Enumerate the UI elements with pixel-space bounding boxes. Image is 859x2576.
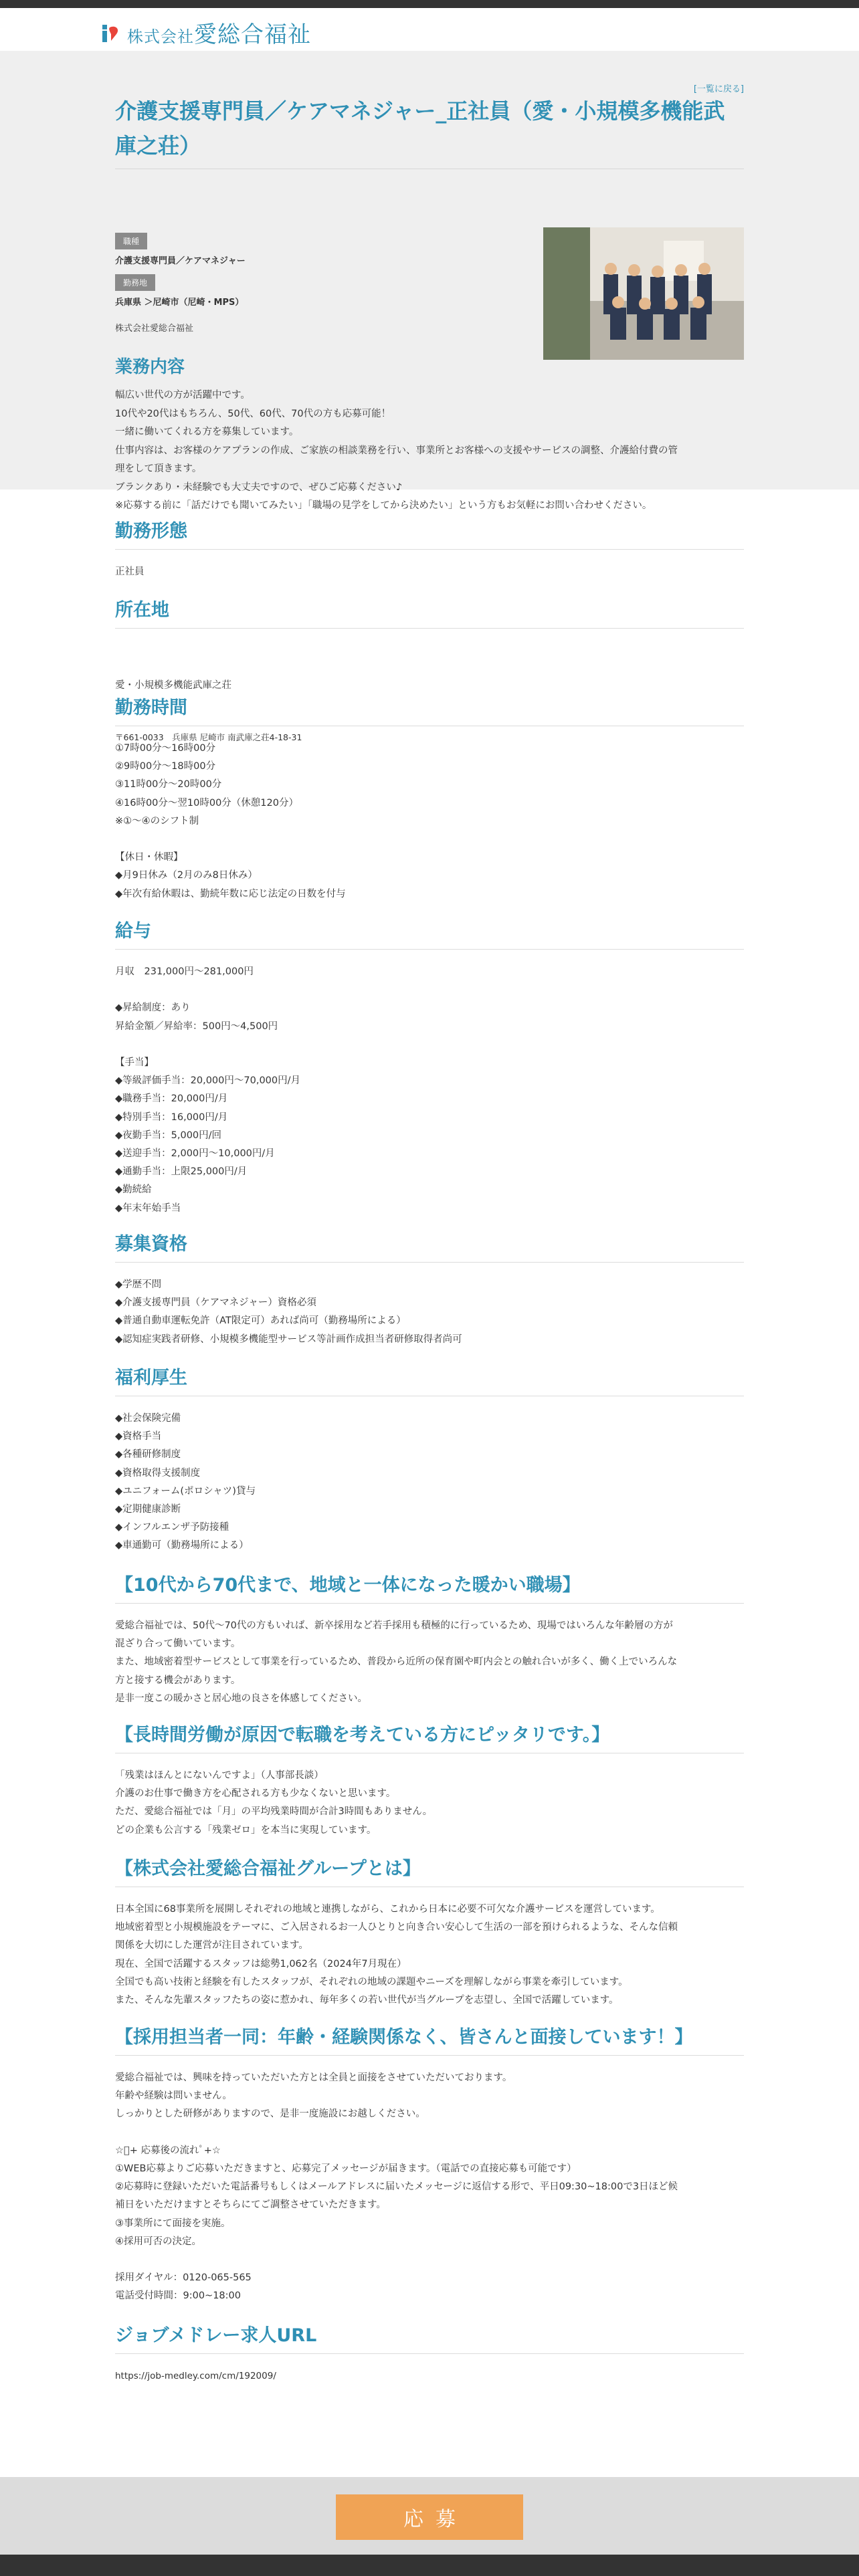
staff-photo-image bbox=[543, 227, 744, 360]
hours-heading: 勤務時間 bbox=[115, 693, 744, 726]
bottom-bar bbox=[0, 2555, 859, 2576]
pr-group-heading: 【株式会社愛総合福祉グループとは】 bbox=[115, 1854, 744, 1887]
location-value: 兵庫県 ＞尼崎市（尼崎・MPS） bbox=[115, 298, 244, 308]
job-medley-link[interactable]: https://job-medley.com/cm/192009/ bbox=[115, 2371, 276, 2381]
pr-overtime-body: 「残業はほんとにないんですよ」（人事部長談） 介護のお仕事で働き方を心配される方も少なくないと思います。 ただ、愛総合福祉では「月」の平均残業時間が合計3時間もありません。 どの企業も公言する「残業ゼロ」を本当に実現しています。 bbox=[115, 1770, 433, 1836]
facility-name: 愛・小規模多機能武庫之荘 bbox=[115, 680, 231, 691]
site-logo[interactable] bbox=[100, 16, 311, 49]
pr-recruiters-body: 愛総合福祉では、興味を持っていただいた方とは全員と面接をさせていただいております。 年齢や経験は問いません。 しっかりとした研修がありますので、是非一度施設にお越しください。 ☆ﾟ+ 応募後の流れﾟ+☆ ①WEB応募よりご応募いただきますと、応募完了メッセージが届きます。（電話での直接応募も可能です） ②応募時に登録いただいた電話番号もしくはメールアドレスに届いたメッセージに返信する形で、平日09:30~18:00で3日ほど候 補日をいただけますとそちらにてご調整させていただきます。 ③事業所にて面接を実施。 ④採用可否の決定。 採用ダイヤル：0120-065-565 電話受付時間：9:00~18:00 bbox=[115, 2072, 678, 2302]
top-bar bbox=[0, 0, 859, 8]
job-title: 介護支援専門員／ケアマネジャー_正社員（愛・小規模多機能武庫之荘） bbox=[115, 94, 744, 169]
section-url bbox=[115, 2321, 744, 2385]
benefits-body: ◆社会保険完備 ◆資格手当 ◆各種研修制度 ◆資格取得支援制度 ◆ユニフォーム(ポロシャツ)貸与 ◆定期健康診断 ◆インフルエンザ予防接種 ◆車通勤可（勤務場所による） bbox=[115, 1413, 256, 1551]
location-tag: 勤務地 bbox=[115, 274, 155, 291]
job-summary bbox=[0, 51, 859, 511]
pr-workplace-heading: 【10代から70代まで、地域と一体になった暖かい職場】 bbox=[115, 1570, 744, 1604]
section-pr-group bbox=[115, 1854, 744, 2010]
benefits-heading: 福利厚生 bbox=[115, 1363, 744, 1396]
pr-overtime-heading: 【長時間労働が原因で転職を考えている方にピッタリです。】 bbox=[115, 1720, 744, 1753]
back-to-list-link[interactable]: [一覧に戻る] bbox=[693, 84, 744, 94]
section-benefits bbox=[115, 1363, 744, 1555]
pr-workplace-body: 愛総合福祉では、50代〜70代の方もいれば、新卒採用など若手採用も積極的に行っているため、現場ではいろんな年齢層の方が 混ざり合って働いています。 また、地域密着型サービスとして事業を行っているため、普段から近所の保育園や町内会との触れ合いが多く、働く上でいろんな 方と接する機会があります。 是非一度この暖かさと居心地の良さを体感してください。 bbox=[115, 1620, 678, 1704]
salary-body: 月収 231,000円～281,000円 ◆昇給制度：あり 昇給金額／昇給率：500円～4,500円 【手当】 ◆等級評価手当：20,000円～70,000円/月 ◆職務手当：20,000円/月 ◆特別手当：16,000円/月 ◆夜勤手当：5,000円/回 ◆送迎手当：2,000円～10,000円/月 ◆通勤手当：上限25,000円/月 ◆勤続給 ◆年末年始手当 bbox=[115, 966, 301, 1214]
logo-name: 愛総合福祉 bbox=[194, 21, 311, 48]
employment-body: 正社員 bbox=[115, 566, 145, 577]
qualifications-body: ◆学歴不問 ◆介護支援専門員（ケアマネジャー）資格必須 ◆普通自動車運転免許（AT限定可）あれば尚可（勤務場所による） ◆認知症実践者研修、小規模多機能型サービス等計画作成担当者研修取得者尚可 bbox=[115, 1279, 462, 1345]
section-pr-workplace bbox=[115, 1570, 744, 1708]
job-description-heading: 業務内容 bbox=[115, 357, 185, 377]
qualifications-heading: 募集資格 bbox=[115, 1229, 744, 1263]
job-info bbox=[115, 233, 516, 334]
url-heading: ジョブメドレー求人URL bbox=[115, 2321, 744, 2354]
company-name: 株式会社愛総合福祉 bbox=[115, 324, 194, 334]
salary-heading: 給与 bbox=[115, 916, 744, 950]
address-heading: 所在地 bbox=[115, 595, 744, 629]
job-description-body: 幅広い世代の方が活躍中です。 10代や20代はもちろん、50代、60代、70代の方も応募可能！ 一緒に働いてくれる方を募集しています。 仕事内容は、お客様のケアプランの作成、ご家族の相談業務を行い、事業所とお客様への支援やサービスの調整、介護給付費の管 理をして頂きます。 ブランクあり・未経験でも大丈夫ですので、ぜひご応募ください♪ ※応募する前に「話だけでも聞いてみたい」「職場の見学をしてから決めたい」という方もお気軽にお問い合わせください。 bbox=[115, 390, 678, 511]
section-hours bbox=[115, 693, 744, 903]
hours-body: ①7時00分～16時00分 ②9時00分～18時00分 ③11時00分～20時00分 ④16時00分～翌10時00分（休憩120分） ※①～④のシフト制 【休日・休暇】 ◆月9日休み（2月のみ8日休み） ◆年次有給休暇は、勤続年数に応じ法定の日数を付与 bbox=[115, 743, 346, 899]
section-employment bbox=[115, 516, 744, 581]
section-pr-recruiters bbox=[115, 2022, 744, 2306]
job-type-value: 介護支援専門員／ケアマネジャー bbox=[115, 256, 246, 266]
logo-prefix: 株式会社 bbox=[127, 27, 194, 46]
pr-group-body: 日本全国に68事業所を展開しそれぞれの地域と連携しながら、これから日本に必要不可欠な介護サービスを運営しています。 地域密着型と小規模施設をテーマに、ご入居されるお一人ひとりと向き合い安心して生活の一部を預けられるような、そんな信頼 関係を大切にした運営が注目されています。 現在、全国で活躍するスタッフは総勢1,062名（2024年7月現在） 全国でも高い技術と経験を有したスタッフが、それぞれの地域の課題やニーズを理解しながら事業を牽引しています。 また、そんな先輩スタッフたちの姿に惹かれ、毎年多くの若い世代が当グループを志望し、全国で活躍しています。 bbox=[115, 1904, 678, 2006]
facility-address: 〒661-0033 兵庫県 尼崎市 南武庫之荘4-18-31 bbox=[115, 732, 302, 742]
pr-recruiters-heading: 【採用担当者一同：年齢・経験関係なく、皆さんと面接しています！】 bbox=[115, 2022, 744, 2056]
employment-heading: 勤務形態 bbox=[115, 516, 744, 550]
site-header bbox=[0, 8, 859, 51]
section-pr-overtime bbox=[115, 1720, 744, 1840]
section-salary bbox=[115, 916, 744, 1218]
section-qualifications bbox=[115, 1229, 744, 1349]
apply-button[interactable]: 応募 bbox=[336, 2494, 523, 2540]
apply-bar bbox=[0, 2477, 859, 2555]
logo-text bbox=[127, 16, 311, 49]
logo-icon bbox=[100, 22, 122, 43]
staff-photo bbox=[543, 227, 744, 360]
job-type-tag: 職種 bbox=[115, 233, 147, 249]
